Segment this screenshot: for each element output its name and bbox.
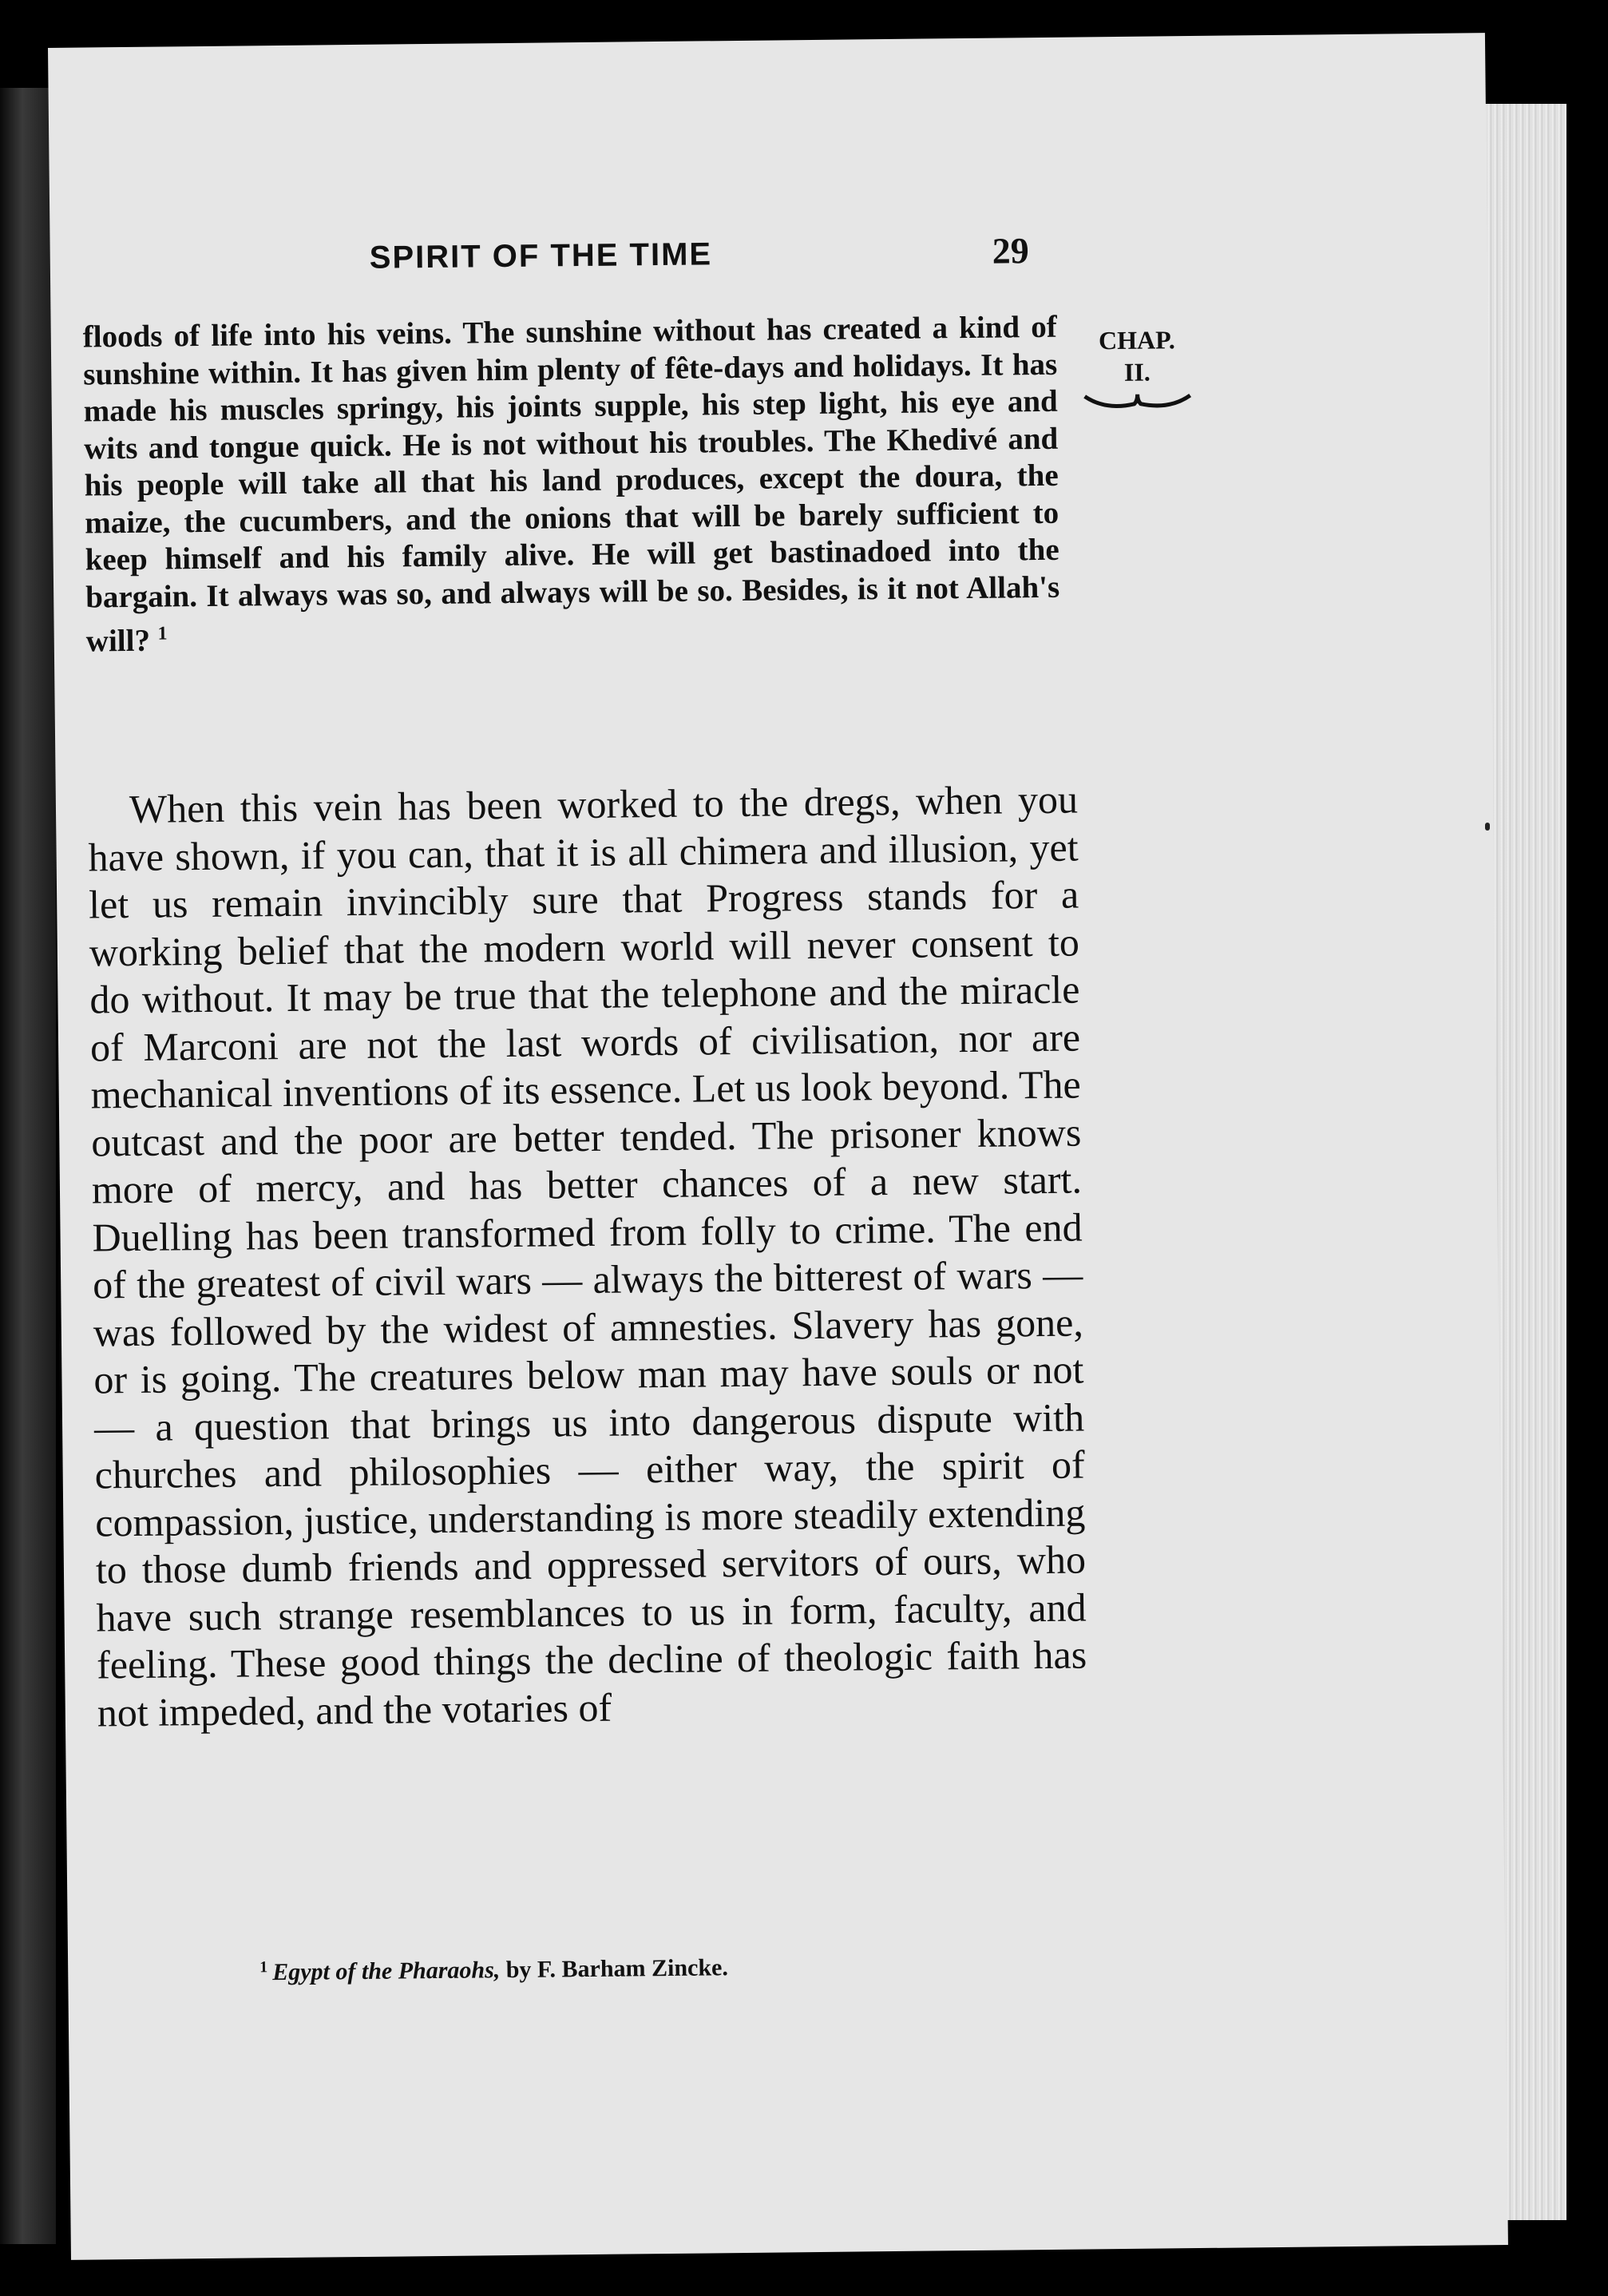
chapter-number: II. — [1123, 357, 1151, 387]
chapter-label: CHAP. — [1098, 325, 1175, 355]
footnote — [259, 1953, 728, 1986]
footnote-title: Egypt of the Pharaohs, — [272, 1957, 501, 1986]
running-head: SPIRIT OF THE TIME — [369, 236, 713, 276]
page-number: 29 — [992, 230, 1029, 272]
body-paragraph: When this vein has been worked to the dregs, when you have shown, if you can, that it is all chimera and illusion, yet let us remain invincibly sure that Progress stands for a working belief that the modern world will never consent to do without. It may be true that the telephone and the miracle of Marconi are not the last words of civilisation, nor are mechanical inventions of its essence. Let us look beyond. The outcast and the poor are better tended. The prisoner knows more of mercy, and has better chances of a new start. Duelling has been transformed from folly to crime. The end of the greatest of civil wars — always the bitterest of wars — was followed by the widest of amnesties. Slavery has gone, or is going. The creatures below man may have souls or not — a question that brings us into dangerous dispute with churches and philosophies — either way, the spirit of compassion, justice, understanding is more steadily extending to those dumb friends and oppressed servitors of ours, who have such strange resemblances to us in form, faculty, and feeling. These good things the decline of theologic faith has not impeded, and the votaries of — [88, 776, 1087, 1735]
brace-ornament-icon — [1082, 391, 1194, 415]
scan-speck — [1485, 823, 1490, 831]
indented-quote — [83, 309, 1060, 660]
quote-text: floods of life into his veins. The sunshine without has created a kind of sunshine within. It has given him plenty of fête-days and holidays. It has made his muscles springy, his joints supple, his step light, his eye and wits and tongue quick. He is not without his troubles. The Khedivé and his people will take all that his land produces, except the doura, the maize, the cucumbers, and the onions that will be barely sufficient to keep himself and his family alive. He will get bastinadoed into the bargain. It always was so, and always will be so. Besides, is it not Allah's will? — [82, 309, 1060, 659]
chapter-marker — [1069, 323, 1206, 416]
footnote-citation: by F. Barham Zincke. — [500, 1954, 729, 1984]
footnote-marker: 1 — [259, 1958, 268, 1977]
book-page — [48, 33, 1508, 2260]
footnote-reference: 1 — [157, 623, 168, 644]
book-spine-shadow — [0, 88, 56, 2244]
